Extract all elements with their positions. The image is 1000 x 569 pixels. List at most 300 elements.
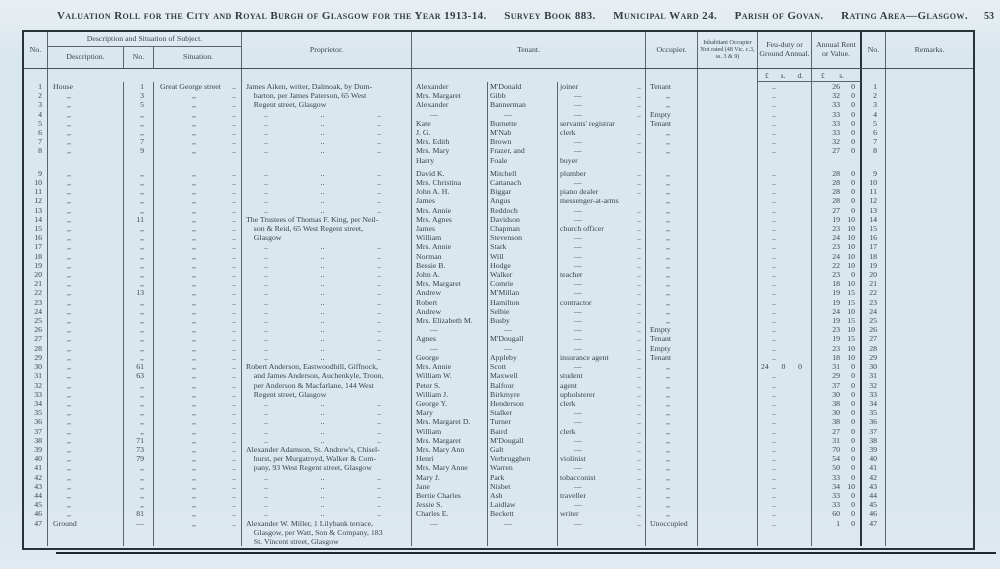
pound-sign: £ xyxy=(765,70,769,80)
cell-tenant-occupation xyxy=(558,519,646,547)
cell-proprietor xyxy=(242,399,412,408)
cell-row-number: 23 xyxy=(24,298,48,307)
cell-tenant-forename xyxy=(412,408,488,417)
cell-tenant-surname xyxy=(488,242,558,251)
ditto-dot: .. xyxy=(264,187,268,197)
cell-tenant-forename xyxy=(412,371,488,380)
cell-tenant-forename xyxy=(412,270,488,279)
tenant-surname: Appleby xyxy=(490,352,517,362)
ditto-dot: .. xyxy=(377,260,381,270)
cell-inhabitant-occupier xyxy=(698,100,758,109)
description-text: ,, xyxy=(67,288,71,298)
cell-annual-rent xyxy=(812,316,862,325)
cell-occupier xyxy=(646,196,698,205)
description-text: ,, xyxy=(67,444,71,454)
rent-pounds: 24 xyxy=(832,306,840,316)
rent-pounds: 54 xyxy=(832,454,840,464)
ditto-dot: .. xyxy=(264,500,268,510)
situation-text: ,, xyxy=(192,205,196,215)
rent-pounds: 28 xyxy=(832,196,840,206)
rent-pounds: 18 xyxy=(832,352,840,362)
cell-inhabitant-occupier xyxy=(698,353,758,362)
rent-shillings: 0 xyxy=(851,518,855,528)
cell-tenant-occupation xyxy=(558,353,646,362)
cell-row-number-right: 20 xyxy=(862,270,886,279)
leader-dots: .. xyxy=(637,398,641,408)
cell-tenant-occupation xyxy=(558,252,646,261)
header-feu-duty: Feu-duty or Ground Annual. xyxy=(758,32,812,68)
ditto-dot: .. xyxy=(320,490,325,500)
description-text: ,, xyxy=(67,463,71,473)
rent-shillings: 10 xyxy=(847,279,855,289)
cell-description xyxy=(48,196,124,205)
cell-description xyxy=(48,279,124,288)
cell-proprietor xyxy=(242,371,412,380)
cell-proprietor xyxy=(242,215,412,224)
cell-feu-duty xyxy=(758,491,812,500)
ditto-dot: .. xyxy=(264,509,268,519)
description-text: ,, xyxy=(67,380,71,390)
ditto-dots: .. xyxy=(772,270,776,280)
cell-occupier xyxy=(646,110,698,119)
cell-street-number: ,, xyxy=(124,353,154,362)
ditto-dot: .. xyxy=(320,472,325,482)
cell-occupier xyxy=(646,215,698,224)
title-segment: Parish of Govan. xyxy=(734,10,824,22)
rent-pounds: 37 xyxy=(832,380,840,390)
cell-row-number: 38 xyxy=(24,436,48,445)
tenant-surname: Warren xyxy=(490,463,513,473)
header-description: Description. xyxy=(48,47,124,68)
occupier-text: ,, xyxy=(666,91,670,101)
ditto-dots: .. xyxy=(772,398,776,408)
cell-situation xyxy=(154,436,242,445)
cell-occupier xyxy=(646,473,698,482)
cell-street-number: 63 xyxy=(124,371,154,380)
tenant-occupation-line xyxy=(558,436,645,445)
cell-annual-rent xyxy=(812,137,862,146)
cell-annual-rent xyxy=(812,288,862,297)
tenant-occupation-line xyxy=(558,445,645,454)
table-row xyxy=(24,491,973,500)
cell-proprietor xyxy=(242,82,412,91)
cell-tenant-occupation xyxy=(558,381,646,390)
leader-dots: .. xyxy=(232,270,236,280)
cell-street-number: ,, xyxy=(124,344,154,353)
cell-street-number: ,, xyxy=(124,316,154,325)
table-row xyxy=(24,519,973,547)
rent-pounds: 38 xyxy=(832,417,840,427)
tenant-occupation-line xyxy=(558,215,645,224)
ditto-dot: .. xyxy=(264,118,268,128)
leader-dots: .. xyxy=(637,260,641,270)
cell-feu-duty xyxy=(758,215,812,224)
cell-street-number: ,, xyxy=(124,252,154,261)
cell-tenant-forename xyxy=(412,473,488,482)
currency-spacer xyxy=(242,69,412,82)
description-text: ,, xyxy=(67,408,71,418)
table-row xyxy=(24,298,973,307)
cell-tenant-occupation xyxy=(558,165,646,178)
cell-feu-duty xyxy=(758,206,812,215)
cell-feu-duty xyxy=(758,408,812,417)
cell-tenant-forename xyxy=(412,298,488,307)
cell-proprietor xyxy=(242,491,412,500)
tenant-occupation: — xyxy=(574,178,582,188)
tenant-occupation-line xyxy=(558,500,645,509)
ditto-dot: .. xyxy=(377,196,381,206)
cell-tenant-occupation xyxy=(558,325,646,334)
cell-inhabitant-occupier xyxy=(698,427,758,436)
ditto-dot: .. xyxy=(320,408,325,418)
ditto-dots: .. xyxy=(772,481,776,491)
situation-text: ,, xyxy=(192,146,196,156)
occupier-text: ,, xyxy=(666,146,670,156)
ditto-dots: .. xyxy=(772,109,776,119)
cell-remarks xyxy=(886,178,973,187)
tenant-surname: M'Dougall xyxy=(490,334,524,344)
ditto-dot: .. xyxy=(264,408,268,418)
proprietor-line: Glasgow, per Watt, Son & Company, 183 xyxy=(246,527,383,537)
cell-street-number: 71 xyxy=(124,436,154,445)
ditto-dots xyxy=(242,316,411,325)
cell-row-number-right: 11 xyxy=(862,187,886,196)
cell-row-number: 5 xyxy=(24,119,48,128)
cell-row-number: 46 xyxy=(24,509,48,518)
leader-dots: .. xyxy=(232,343,236,353)
cell-tenant-surname xyxy=(488,119,558,128)
cell-row-number: 42 xyxy=(24,473,48,482)
cell-street-number: ,, xyxy=(124,110,154,119)
cell-row-number-right: 12 xyxy=(862,196,886,205)
cell-occupier xyxy=(646,436,698,445)
leader-dots: .. xyxy=(232,389,236,399)
occupier-text: ,, xyxy=(666,362,670,372)
tenant-surname: Stevenson xyxy=(490,233,523,243)
occupier-text: ,, xyxy=(666,417,670,427)
cell-tenant-occupation xyxy=(558,344,646,353)
cell-occupier xyxy=(646,187,698,196)
tenant-surname: Balfour xyxy=(490,380,514,390)
cell-row-number-right: 34 xyxy=(862,399,886,408)
leader-dots: .. xyxy=(637,389,641,399)
cell-proprietor xyxy=(242,417,412,426)
cell-street-number: ,, xyxy=(124,500,154,509)
table-row xyxy=(24,390,973,399)
cell-row-number: 29 xyxy=(24,353,48,362)
tenant-occupation: servants' registrar xyxy=(560,118,615,128)
situation-text: ,, xyxy=(192,463,196,473)
cell-description xyxy=(48,454,124,463)
cell-tenant-occupation xyxy=(558,417,646,426)
cell-tenant-forename xyxy=(412,509,488,518)
cell-row-number: 27 xyxy=(24,334,48,343)
cell-feu-duty xyxy=(758,399,812,408)
leader-dots: .. xyxy=(637,509,641,519)
cell-situation xyxy=(154,482,242,491)
rent-shillings: 10 xyxy=(847,343,855,353)
tenant-forename: George Y. xyxy=(416,398,448,408)
cell-feu-duty xyxy=(758,353,812,362)
rent-shillings: 0 xyxy=(851,417,855,427)
ditto-dots xyxy=(242,169,411,178)
ditto-dots: .. xyxy=(772,297,776,307)
cell-remarks xyxy=(886,482,973,491)
occupier-text: ,, xyxy=(666,398,670,408)
ditto-dots xyxy=(242,491,411,500)
cell-occupier xyxy=(646,165,698,178)
proprietor-line: James Aiken, writer, Dalmoak, by Dum- xyxy=(246,82,373,91)
tenant-occupation-line xyxy=(558,279,645,288)
cell-proprietor xyxy=(242,353,412,362)
situation-text: ,, xyxy=(192,316,196,326)
ditto-dots xyxy=(242,500,411,509)
ditto-dots: .. xyxy=(772,187,776,197)
tenant-occupation: buyer xyxy=(560,155,578,165)
ditto-dots xyxy=(242,473,411,482)
leader-dots: .. xyxy=(232,362,236,372)
cell-tenant-surname xyxy=(488,316,558,325)
table-row xyxy=(24,463,973,472)
table-row xyxy=(24,100,973,109)
cell-feu-duty xyxy=(758,325,812,334)
rent-shillings: 0 xyxy=(851,128,855,138)
cell-annual-rent xyxy=(812,196,862,205)
cell-inhabitant-occupier xyxy=(698,261,758,270)
cell-inhabitant-occupier xyxy=(698,390,758,399)
leader-dots: .. xyxy=(232,426,236,436)
ditto-dot: .. xyxy=(320,146,325,156)
tenant-occupation: agent xyxy=(560,380,577,390)
ditto-dots xyxy=(242,334,411,343)
description-text: ,, xyxy=(67,389,71,399)
tenant-surname: Biggar xyxy=(490,187,512,197)
cell-description xyxy=(48,215,124,224)
tenant-surname: — xyxy=(504,109,512,119)
cell-tenant-occupation xyxy=(558,509,646,518)
cell-row-number-right: 18 xyxy=(862,252,886,261)
tenant-forename: Bessie B. xyxy=(416,260,446,270)
cell-description xyxy=(48,436,124,445)
leader-dots: .. xyxy=(637,279,641,289)
tenant-occupation: writer xyxy=(560,509,579,519)
cell-street-number: ,, xyxy=(124,178,154,187)
tenant-forename: Bertie Charles xyxy=(416,490,461,500)
currency-spacer xyxy=(412,69,646,82)
cell-tenant-surname xyxy=(488,298,558,307)
cell-tenant-forename xyxy=(412,82,488,91)
occupier-text: ,, xyxy=(666,306,670,316)
cell-tenant-forename xyxy=(412,91,488,100)
rent-pounds: 28 xyxy=(832,168,840,178)
tenant-surname: Brown xyxy=(490,137,512,147)
cell-feu-duty xyxy=(758,146,812,164)
proprietor-line: Regent street, Glasgow xyxy=(246,100,327,110)
table-row xyxy=(24,82,973,91)
cell-feu-duty xyxy=(758,436,812,445)
leader-dots: .. xyxy=(232,128,236,138)
cell-occupier xyxy=(646,252,698,261)
rent-pounds: 33 xyxy=(832,100,840,110)
situation-text: ,, xyxy=(192,362,196,372)
cell-row-number: 41 xyxy=(24,463,48,472)
table-row xyxy=(24,473,973,482)
cell-row-number: 21 xyxy=(24,279,48,288)
situation-text: ,, xyxy=(192,490,196,500)
rent-shillings: 0 xyxy=(851,187,855,197)
leader-dots: .. xyxy=(232,288,236,298)
occupier-text: ,, xyxy=(666,196,670,206)
cell-occupier xyxy=(646,334,698,343)
cell-remarks xyxy=(886,288,973,297)
ditto-dot: .. xyxy=(320,251,325,261)
pence-label: d. xyxy=(797,70,803,80)
tenant-occupation: — xyxy=(574,260,582,270)
cell-annual-rent xyxy=(812,334,862,343)
leader-dots: .. xyxy=(232,118,236,128)
ditto-dot: .. xyxy=(320,128,325,138)
cell-tenant-surname xyxy=(488,279,558,288)
cell-row-number-right: 21 xyxy=(862,279,886,288)
cell-proprietor xyxy=(242,482,412,491)
cell-tenant-forename xyxy=(412,178,488,187)
ditto-dots: .. xyxy=(772,472,776,482)
ditto-dot: .. xyxy=(377,408,381,418)
cell-inhabitant-occupier xyxy=(698,316,758,325)
header-description-subrow xyxy=(48,47,241,68)
cell-street-number: 1 xyxy=(124,82,154,91)
cell-occupier xyxy=(646,362,698,371)
title-segment: Survey Book 883. xyxy=(504,10,596,22)
tenant-forename: Peter S. xyxy=(416,380,441,390)
leader-dots: .. xyxy=(637,518,641,528)
cell-remarks xyxy=(886,353,973,362)
tenant-forename: Mary xyxy=(416,408,433,418)
currency-subheader xyxy=(24,69,973,82)
rent-pounds: 18 xyxy=(832,279,840,289)
cell-feu-duty xyxy=(758,270,812,279)
situation-text: ,, xyxy=(192,417,196,427)
cell-row-number: 12 xyxy=(24,196,48,205)
ditto-dots xyxy=(242,482,411,491)
ditto-dots: .. xyxy=(772,371,776,381)
cell-feu-duty xyxy=(758,500,812,509)
leader-dots: .. xyxy=(637,91,641,101)
cell-annual-rent xyxy=(812,307,862,316)
cell-row-number-right: 2 xyxy=(862,91,886,100)
ditto-dot: .. xyxy=(377,109,381,119)
cell-tenant-occupation xyxy=(558,178,646,187)
cell-description xyxy=(48,482,124,491)
rent-shillings: 0 xyxy=(851,178,855,188)
tenant-surname: Cattanach xyxy=(490,178,522,188)
cell-proprietor xyxy=(242,91,412,100)
cell-tenant-forename xyxy=(412,233,488,242)
cell-row-number: 32 xyxy=(24,381,48,390)
ditto-dots: .. xyxy=(772,242,776,252)
ditto-dot: .. xyxy=(320,168,325,178)
situation-text: ,, xyxy=(192,251,196,261)
rent-shillings: 15 xyxy=(847,297,855,307)
cell-inhabitant-occupier xyxy=(698,491,758,500)
cell-inhabitant-occupier xyxy=(698,252,758,261)
tenant-surname: Burnette xyxy=(490,118,517,128)
cell-row-number: 15 xyxy=(24,224,48,233)
leader-dots: .. xyxy=(232,187,236,197)
proprietor-line: Regent street, Glasgow xyxy=(246,389,327,399)
table-row xyxy=(24,417,973,426)
leader-dots: .. xyxy=(637,100,641,110)
tenant-occupation-line xyxy=(558,362,645,371)
title-segment: Valuation Roll for the City and Royal Burgh of Glasgow for the Year 1913-14. xyxy=(57,10,487,22)
leader-dots: .. xyxy=(232,352,236,362)
table-row xyxy=(24,128,973,137)
occupier-text: ,, xyxy=(666,500,670,510)
ditto-dots: .. xyxy=(772,389,776,399)
tenant-occupation-line xyxy=(558,270,645,279)
description-text: ,, xyxy=(67,316,71,326)
leader-dots: .. xyxy=(232,178,236,188)
cell-proprietor xyxy=(242,100,412,109)
cell-remarks xyxy=(886,417,973,426)
leader-dots: .. xyxy=(232,454,236,464)
situation-text: ,, xyxy=(192,389,196,399)
ditto-dot: .. xyxy=(377,279,381,289)
ditto-dot: .. xyxy=(264,128,268,138)
cell-street-number: ,, xyxy=(124,325,154,334)
rent-pounds: 30 xyxy=(832,408,840,418)
cell-tenant-forename xyxy=(412,224,488,233)
rent-pounds: 23 xyxy=(832,224,840,234)
cell-situation xyxy=(154,206,242,215)
cell-occupier xyxy=(646,91,698,100)
cell-description xyxy=(48,187,124,196)
cell-row-number: 40 xyxy=(24,454,48,463)
ditto-dots xyxy=(242,509,411,518)
cell-occupier xyxy=(646,316,698,325)
occupier-text: ,, xyxy=(666,187,670,197)
ditto-dots: .. xyxy=(772,444,776,454)
leader-dots: .. xyxy=(637,472,641,482)
table-row xyxy=(24,334,973,343)
proprietor-line: Alexander Adamson, St. Andrew's, Chisel- xyxy=(246,444,380,454)
tenant-surname: Gibb xyxy=(490,91,506,101)
tenant-occupation: traveller xyxy=(560,490,586,500)
tenant-occupation-line xyxy=(558,261,645,270)
ditto-dots: .. xyxy=(772,260,776,270)
tenant-forename: Henri xyxy=(416,454,434,464)
rent-shillings: 0 xyxy=(851,270,855,280)
tenant-occupation: — xyxy=(574,306,582,316)
leader-dots: .. xyxy=(232,398,236,408)
description-text: ,, xyxy=(67,205,71,215)
cell-remarks xyxy=(886,119,973,128)
cell-situation xyxy=(154,91,242,100)
occupier-text: Tenant xyxy=(650,118,672,128)
tenant-occupation: — xyxy=(574,362,582,372)
table-row xyxy=(24,206,973,215)
cell-tenant-occupation xyxy=(558,482,646,491)
situation-text: ,, xyxy=(192,371,196,381)
cell-tenant-forename xyxy=(412,100,488,109)
cell-row-number: 25 xyxy=(24,316,48,325)
cell-remarks xyxy=(886,316,973,325)
proprietor-line: son & Reid, 65 West Regent street, xyxy=(246,224,364,234)
ditto-dot: .. xyxy=(377,343,381,353)
description-text: ,, xyxy=(67,100,71,110)
tenant-forename: Mrs. Agnes xyxy=(416,214,452,224)
tenant-occupation-line xyxy=(558,399,645,408)
